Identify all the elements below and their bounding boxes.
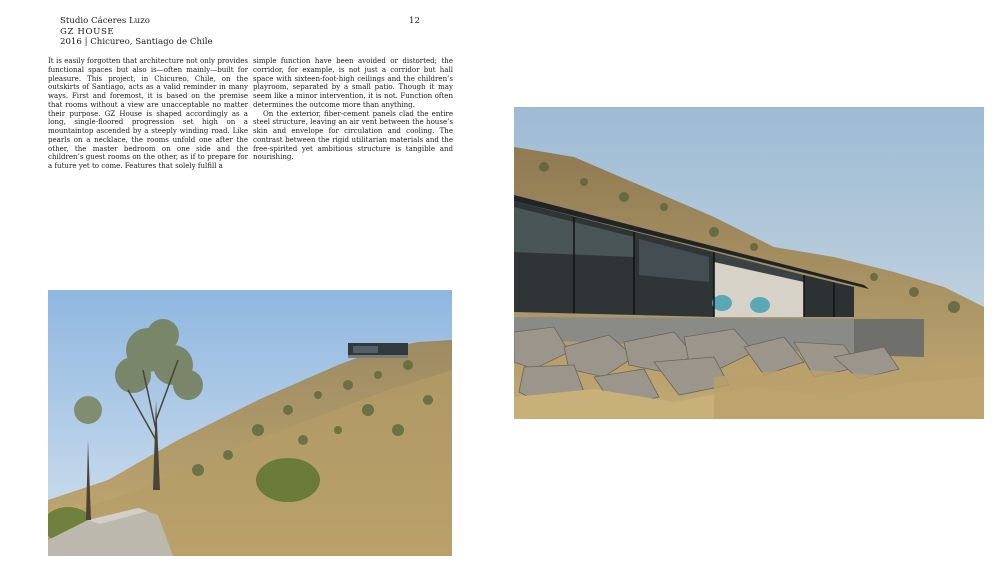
project-title: GZ HOUSE	[60, 26, 115, 37]
photo-house-exterior	[514, 107, 984, 419]
page-header	[60, 16, 213, 48]
paragraph: It is easily forgotten that architecture not only provides functional spaces but also is—often mainly—built for pleasure. This project, in Chicureo, Chile, on the outskirts of Santiago, acts as a valid reminder in many ways. First and foremost, it is based on the premise that rooms without a view are unacceptable no matter their purpose. GZ House is shaped accordingly as a long, single-floored progression set high on a mountaintop ascended by a steeply winding road. Like pearls on a necklace, the rooms unfold one after the other, the master bedroom on one side and the children’s guest rooms on the other, as if to prepare for a future yet to come. Features that solely fulfill a	[48, 56, 248, 170]
project-meta: 2016 | Chicureo, Santiago de Chile	[60, 37, 213, 48]
photo-hillside-road	[48, 290, 452, 556]
studio-name: Studio Cáceres Luzo	[60, 16, 150, 26]
text-column-1	[48, 57, 248, 171]
text-column-2	[253, 57, 453, 162]
page-number: 12	[409, 16, 420, 26]
paragraph: On the exterior, fiber-cement panels clad the entire steel structure, leaving an air vent between the house’s skin and envelope for circulation and cooling. The contrast between the rigid utilitarian materials and the free-spirited yet ambitious structure is tangible and nourishing.	[253, 108, 453, 162]
paragraph: simple function have been avoided or distorted; the corridor, for example, is not just a corridor but hall space with sixteen-foot-high ceilings and the children’s playroom, separated by a small patio. Though it may seem like a minor intervention, it is not. Function often determines the outcome more than anything.	[253, 56, 453, 109]
